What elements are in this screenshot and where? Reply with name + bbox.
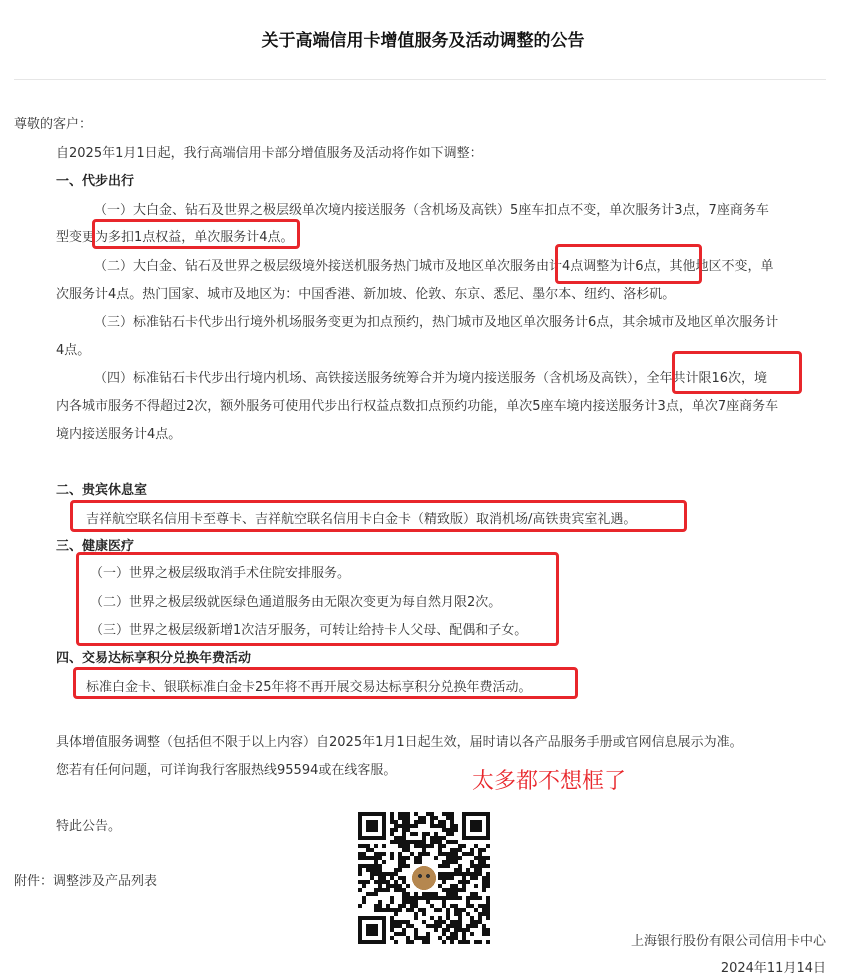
section-1-item-3-line-2: 4点。 (56, 343, 91, 358)
section-1-item-3-line-1: （三）标准钻石卡代步出行境外机场服务变更为扣点预约，热门城市及地区单次服务计6点，其余城市及地区单次服务计 (94, 315, 779, 330)
section-2-item-1: 吉祥航空联名信用卡至尊卡、吉祥航空联名信用卡白金卡（精致版）取消机场/高铁贵宾室礼遇。 (86, 512, 637, 527)
section-1-item-4-line-3: 境内接送服务计4点。 (56, 427, 182, 442)
section-4-item-1: 标准白金卡、银联标准白金卡25年将不再开展交易达标享积分兑换年费活动。 (86, 680, 532, 695)
section-3-heading: 三、健康医疗 (56, 539, 135, 554)
highlight-box-1 (92, 219, 300, 249)
qr-code-icon (358, 812, 490, 944)
issuer-name: 上海银行股份有限公司信用卡中心 (630, 934, 826, 949)
section-1-item-2-line-2: 次服务计4点。热门国家、城市及地区为：中国香港、新加坡、伦敦、东京、悉尼、墨尔本、纽约、洛杉矶。 (56, 287, 676, 302)
highlight-box-5 (76, 552, 559, 646)
page-title: 关于高端信用卡增值服务及活动调整的公告 (261, 31, 585, 51)
highlight-box-6 (73, 667, 578, 699)
highlight-box-3 (672, 351, 802, 394)
section-1-item-1-line-2: 型变更为多扣1点权益，单次服务计4点。 (56, 230, 294, 245)
intro-paragraph: 自2025年1月1日起，我行高端信用卡部分增值服务及活动将作如下调整： (56, 146, 483, 161)
section-1-item-1-line-1: （一）大白金、钻石及世界之极层级单次境内接送服务（含机场及高铁）5座车扣点不变，单次服务计3点，7座商务车 (94, 203, 769, 218)
section-1-item-2-line-1: （二）大白金、钻石及世界之极层级境外接送机服务热门城市及地区单次服务由计4点调整为计6点，其他地区不变，单 (94, 259, 774, 274)
section-3-item-1: （一）世界之极层级取消手术住院安排服务。 (90, 566, 351, 581)
notice-end: 特此公告。 (56, 819, 122, 834)
greeting: 尊敬的客户： (14, 117, 93, 132)
notice-date: 2024年11月14日 (720, 961, 826, 976)
handwritten-annotation: 太多都不想框了 (472, 769, 627, 794)
closing-contact: 您若有任何问题，可详询我行客服热线95594或在线客服。 (56, 763, 397, 778)
section-1-heading: 一、代步出行 (56, 174, 135, 189)
title-divider (14, 79, 826, 80)
attachment-label: 附件：调整涉及产品列表 (14, 874, 158, 889)
section-1-item-4-line-2: 内各城市服务不得超过2次，额外服务可使用代步出行权益点数扣点预约功能，单次5座车境内接送服务计3点，单次7座商务车 (56, 399, 779, 414)
section-4-heading: 四、交易达标享积分兑换年费活动 (56, 651, 252, 666)
closing-effective-date: 具体增值服务调整（包括但不限于以上内容）自2025年1月1日起生效，届时请以各产品服务手册或官网信息展示为准。 (56, 735, 743, 750)
section-3-item-3: （三）世界之极层级新增1次洁牙服务，可转让给持卡人父母、配偶和子女。 (90, 623, 528, 638)
highlight-box-4 (70, 500, 687, 532)
section-3-item-2: （二）世界之极层级就医绿色通道服务由无限次变更为每自然月限2次。 (90, 595, 502, 610)
section-1-item-4-line-1: （四）标准钻石卡代步出行境内机场、高铁接送服务统筹合并为境内接送服务（含机场及高铁），全年共计限16次，境 (94, 371, 768, 386)
highlight-box-2 (555, 244, 702, 284)
section-2-heading: 二、贵宾休息室 (56, 483, 148, 498)
